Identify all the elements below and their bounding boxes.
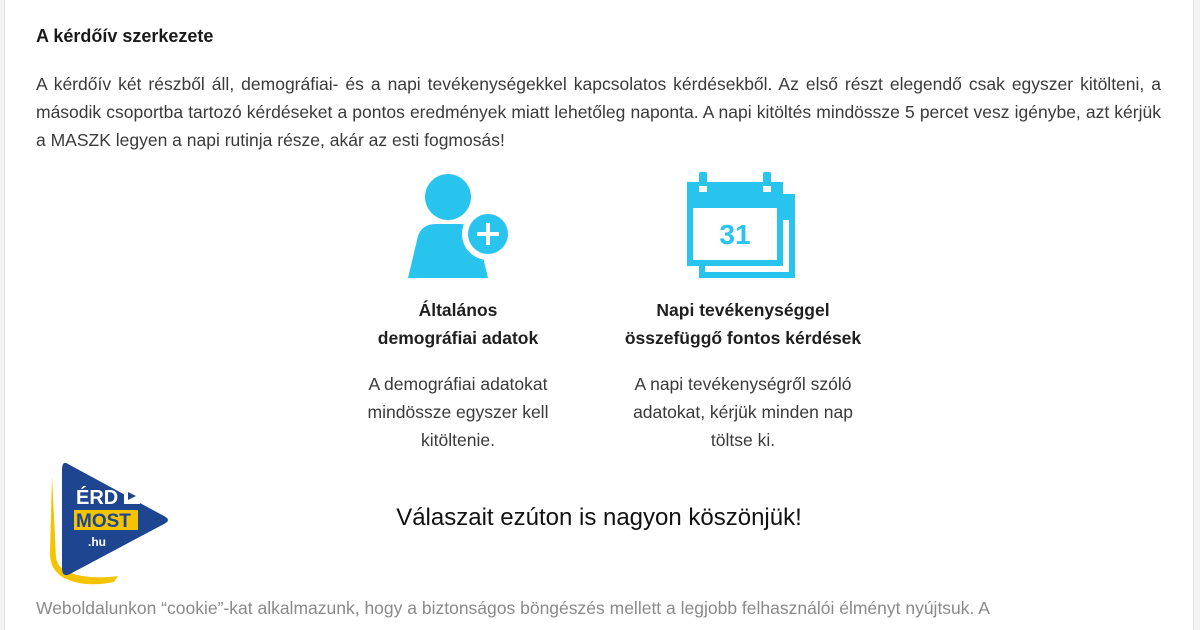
daily-activity-card	[593, 170, 893, 460]
card-text-line: mindössze egyszer kell	[367, 402, 549, 422]
card-text-line: kitöltenie.	[421, 430, 495, 450]
demographic-card	[323, 170, 593, 460]
logo-text-erd: ÉRD	[76, 487, 119, 509]
card-title-line: demográfiai adatok	[377, 328, 539, 348]
user-add-icon	[402, 170, 514, 280]
erdmost-logo[interactable]	[48, 458, 172, 590]
calendar-day-number: 31	[719, 219, 751, 250]
intro-paragraph: A kérdőív két részből áll, demográfiai- és a napi tevékenységekkel kapcsolatos kérdésekből. Az első részt elegendő csak egyszer kitölteni, a második csoportba tartozó kérdéseket a pontos eredmények miatt lehetőleg naponta. A napi kitöltés mindössze 5 percet vesz igénybe, azt kérjük a MASZK legyen a napi rutinja része, akár az esti fogmosás!	[36, 74, 1161, 150]
card-text-line: adatokat, kérjük minden nap	[633, 402, 853, 422]
card-title-line: Általános	[418, 300, 498, 320]
card-text-line: A demográfiai adatokat	[368, 374, 548, 394]
card-title-line: összefüggő fontos kérdések	[624, 328, 862, 348]
card-title-line: Napi tevékenységgel	[656, 300, 830, 320]
thank-you-heading: Válaszait ezúton is nagyon köszönjük!	[396, 504, 802, 531]
section-title: A kérdőív szerkezete	[36, 26, 214, 46]
card-text-line: töltse ki.	[710, 430, 776, 450]
logo-text-hu: .hu	[88, 535, 106, 549]
logo-text-most: MOST	[76, 511, 131, 532]
card-text-line: A napi tevékenységről szóló	[634, 374, 852, 394]
content-page	[4, 0, 1194, 630]
cookie-notice[interactable]: Weboldalunkon “cookie”-kat alkalmazunk, hogy a biztonságos böngészés mellett a legjobb felhasználói élményt nyújtsuk. A	[36, 598, 990, 618]
calendar-icon	[685, 172, 797, 282]
